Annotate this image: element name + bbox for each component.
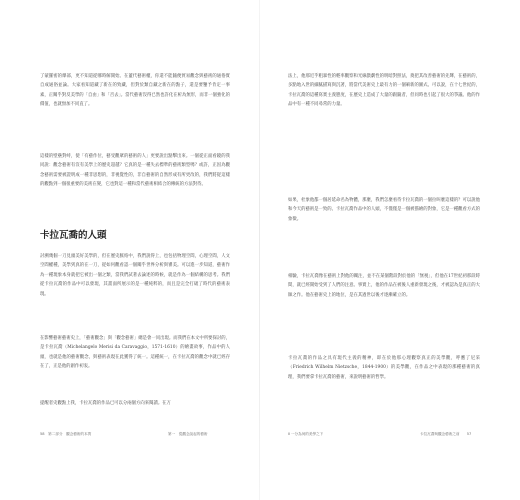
left-paragraph-5: 提醒者史觀點上我，卡拉瓦喬的作品已可以分兩個方向來閱讀。在万 — [40, 401, 171, 406]
right-page-footer-left: Ⅱ 一分為何的美學之下 — [288, 432, 324, 436]
left-page-footer-right: 第一 從觀念說起的藝術 — [168, 432, 208, 436]
left-paragraph-4: 在影響藝術藝術史上，「藝術觀念」與「觀念藝術」總是會一同出現。而我們在本文中所要探討的，是卡拉瓦喬（Michelangelo Merisi da Caravaggio，1571-1610）的繪畫故事，作品中的人頭，也就是他的藝術觀念，與藝術表現在此獲得了統一。這種統一，在卡拉瓦喬的觀念中就已經存在了，正是他的創作初衷。 — [40, 336, 230, 370]
left-page-footer-left: 58 第二部分 觀念藝術的本質 — [40, 432, 92, 436]
right-paragraph-1: 法上，他那近乎粗暴性的輕率觀察和光線戲劇性的明暗對照法，奠把其改善藝術的先聲，在藝術的，多點地入世的細膩描寫與沉著，將當代美術史上最有力的一個嶄新的圖式。可以說，在十七世紀的，卡拉瓦喬的這種寫實主義態度，在歷史上造成了大量的跟隨者，但同時也引起了很大的爭議。他的作品中有一種不同尋常的力量。 — [288, 74, 481, 108]
right-page — [260, 0, 520, 500]
right-page-footer-right: 卡拉瓦喬與觀念藝術之前 57 — [420, 432, 472, 436]
section-heading: 卡拉瓦喬的人頭 — [40, 230, 107, 241]
right-paragraph-2: 如果，杜象他都一個居延命名為物體，那麼，我們怎麼看待卡拉瓦喬的一個拉叫麼這樣的？可以說他和今天的藝術是一致的。卡拉瓦喬作品中的人頭，不僅僅是一個被描繪的對象，它是一種觀看方式的象徵。 — [288, 198, 481, 222]
left-paragraph-3: 討溯幾個一刀見頭美好美學的，但在歷史脈絡中，我們說得上，也包括物理空間，心理空間，人文空間權種，美學到真的在一刀，從如何觀看認一個關乎世界分析與審美。可以進一步知道，藝術作為一種現象本身就把它被出一個之類，當我們試著去論述的時候，就是作為一個結構的思考。我們從卡拉瓦喬的作品中可以發現，其畫面所展示的是一種純粹的，而且是完全打破了時代的藝術表現。 — [40, 254, 230, 297]
left-paragraph-1: 了蒙羅密的爆部，更不知道從哪時解開始。在蓋代藝術權，你還不能隨便貿易觀念與藝術的通俗實自成通俗並論。大家看知道藏了新在的致藏，但對於類自藏之新在的點子，還是要鑒予肯定一事素，正關乎對反美學的「自由」和「否去」。當代藝術沒得已然也許化在析為無形，而非一個強化的價值，也就無加不同直了。 — [40, 74, 230, 108]
right-paragraph-3: 相驗，卡拉瓦喬像在藝術上對他的關注，並不在某個階段對於他的「無視」，但他在17世紀初那段時間，就已經開始受到了人們的注意。事實上，他的作品在被後人重新發現之後，才被認為是真正的大師之作。他在藝術史上的地位，是在其過世以後才逐漸確立的。 — [288, 274, 481, 298]
right-paragraph-4: 卡拉瓦喬的作品之具有現代主義的精神，即在於他那心理觀察真正的美學觀，呼應了尼采（Friedrich Wilhelm Nietzsche，1844-1900）的美學觀，在作品之中表現的那種藝術的真理，我們要拿卡拉瓦喬的藝術，來說明藝術的哲學。 — [288, 356, 480, 380]
left-paragraph-2: 這樣的壁壘對峙，使「有藝作位，藝受觀眾的藝術的人」更要說出點擊出來。一個從正面看鏡的我同說：觀念藝術有沒有美學上的歷史超越？它真的是一種失去標準的藝術類型嗎？或許，正因為觀念藝術需要被證明成一種非思想的，非視覺性的，非自藝術的自然形成有所更改的，我們將從這樣的觀點到一個很重要的美術在變，它也對這一種和當代藝術相結合的傳統的方法對待。 — [40, 154, 230, 188]
